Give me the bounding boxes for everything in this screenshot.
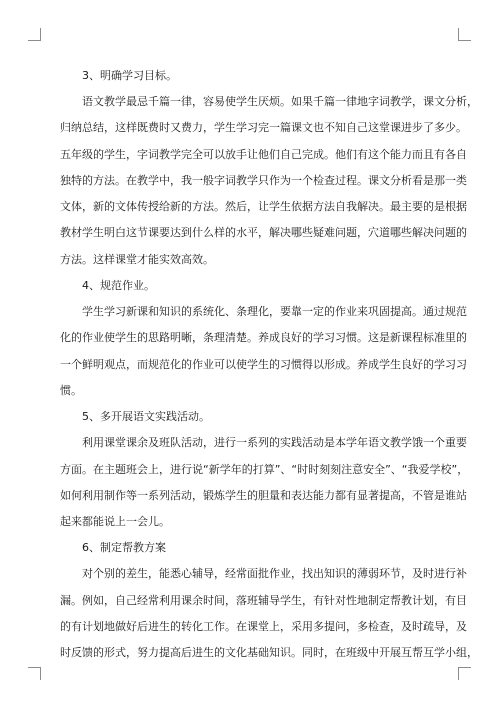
section-paragraph: [60, 430, 469, 535]
paragraph-line: 语文教学最忌千篇一律，容易使学生厌烦。如果千篇一律地字词教学，课文分析，: [82, 95, 478, 108]
document-page: [60, 63, 478, 667]
paragraph-line: 归纳总结，这样既费时又费力，学生学习完一篇课文也不知自己这堂课进步了多少。: [60, 121, 467, 135]
paragraph-line: 的有计划地做好后进生的转化工作。在课堂上，采用多提问，多检查，及时疏导，及: [60, 620, 467, 634]
section-heading: 5、多开展语文实践活动。: [82, 410, 210, 424]
paragraph-line: 起来都能说上一会儿。: [60, 515, 170, 529]
paragraph-line: 教材学生明白这节课要达到什么样的水平，解决哪些疑难问题，穴道哪些解决问题的: [60, 226, 467, 240]
section-paragraph: [60, 299, 467, 404]
section-paragraph: [60, 561, 478, 666]
section-paragraph: [60, 89, 478, 273]
paragraph-line: 如何利用制作等一系列活动，锻炼学生的胆量和表达能力都有显著提高，不管是谁站: [60, 488, 467, 502]
paragraph-line: 学生学习新课和知识的系统化、条理化，要靠一定的作业来巩固提高。通过规范: [82, 305, 467, 319]
paragraph-line: 对个别的差生，能悉心辅导，经常面批作业，找出知识的薄弱环节，及时进行补: [82, 567, 467, 581]
paragraph-line: 五年级的学生，字词教学完全可以放手让他们自己完成。他们有这个能力而且有各自: [60, 147, 467, 161]
paragraph-line: 利用课堂课余及班队活动，进行一系列的实践活动是本学年语文教学饿一个重要: [82, 436, 467, 450]
paragraph-line: 化的作业使学生的思路明晰，条理清楚。养成良好的学习习惯。这是新课程标准里的: [60, 331, 467, 345]
page-corner-mark-top-right: [458, 28, 471, 41]
page-corner-mark-bottom-right: [458, 667, 471, 680]
paragraph-line: 独特的方法。在教学中，我一般字词教学只作为一个检查过程。课文分析看是那一类: [60, 173, 467, 187]
paragraph-line: 方面。在主题班会上，进行说“新学年的打算”、“时时刻刻注意安全”、“我爱学校”，: [60, 462, 469, 476]
paragraph-line: 时反馈的形式，努力提高后进生的文化基础知识。同时，在班级中开展互帮互学小组，: [60, 646, 478, 660]
page-corner-mark-bottom-left: [28, 667, 41, 680]
section-heading: 4、规范作业。: [82, 279, 155, 293]
section-heading: 3、明确学习目标。: [82, 69, 177, 82]
page-corner-mark-top-left: [28, 28, 41, 41]
paragraph-line: 一个鲜明观点，而规范化的作业可以使学生的习惯得以形成。养成学生良好的学习习: [60, 357, 467, 371]
paragraph-line: 方法。这样课堂才能实效高效。: [60, 252, 214, 266]
paragraph-line: 漏。例如，自己经常利用课余时间，落班辅导学生，有针对性地制定帮教计划，有目: [60, 593, 467, 607]
section-heading: 6、制定帮教方案: [82, 541, 166, 555]
paragraph-line: 惯。: [60, 383, 82, 397]
paragraph-line: 文体，新的文体传授给新的方法。然后，让学生依据方法自我解决。最主要的是根据: [60, 200, 467, 214]
